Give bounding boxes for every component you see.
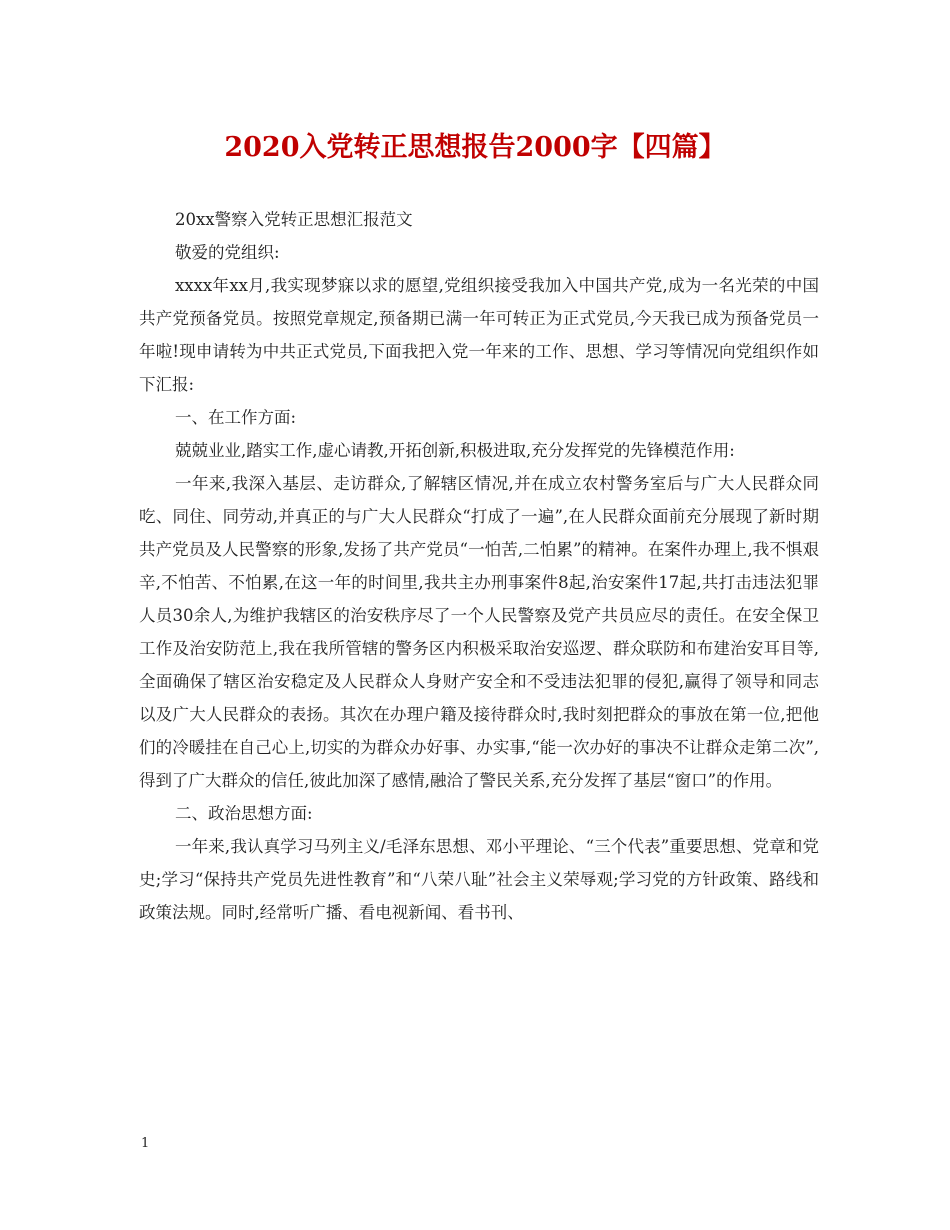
salutation-paragraph: 敬爱的党组织:	[175, 243, 280, 262]
intro-paragraph: xxxx年xx月,我实现梦寐以求的愿望,党组织接受我加入中国共产党,成为一名光荣的中国共产党预备党员。按照党章规定,预备期已满一年可转正为正式党员,今天我已成为预备党员一年啦!现申请转为中共正式党员,下面我把入党一年来的工作、思想、学习等情况向党组织作如下汇报:	[139, 276, 819, 394]
work-detail-paragraph: 一年来,我深入基层、走访群众,了解辖区情况,并在成立农村警务室后与广大人民群众同吃、同住、同劳动,并真正的与广大人民群众“打成了一遍”,在人民群众面前充分展现了新时期共产党员及人民警察的形象,发扬了共产党员“一怕苦,二怕累”的精神。在案件办理上,我不惧艰辛,不怕苦、不怕累,在这一年的时间里,我共主办刑事案件8起,治安案件17起,共打击违法犯罪人员30余人,为维护我辖区的治安秩序尽了一个人民警察及党产共员应尽的责任。在安全保卫工作及治安防范上,我在我所管辖的警务区内积极采取治安巡逻、群众联防和布建治安耳目等,全面确保了辖区治安稳定及人民群众人身财产安全和不受违法犯罪的侵犯,赢得了领导和同志以及广大人民群众的表扬。其次在办理户籍及接待群众时,我时刻把群众的事放在第一位,把他们的冷暖挂在自己心上,切实的为群众办好事、办实事,“能一次办好的事决不让群众走第二次”,得到了广大群众的信任,彼此加深了感情,融洽了警民关系,充分发挥了基层“窗口”的作用。	[139, 474, 819, 790]
politics-detail-paragraph: 一年来,我认真学习马列主义/毛泽东思想、邓小平理论、“三个代表”重要思想、党章和党史;学习“保持共产党员先进性教育”和“八荣八耻”社会主义荣辱观;学习党的方针政策、路线和政策法规。同时,经常听广播、看电视新闻、看书刊、	[139, 837, 819, 922]
page-number: 1	[141, 1136, 150, 1151]
section-heading-work: 一、在工作方面:	[175, 408, 297, 427]
subtitle-paragraph: 20xx警察入党转正思想汇报范文	[175, 210, 413, 229]
document-title: 2020入党转正思想报告2000字【四篇】	[224, 132, 726, 163]
document-body	[139, 203, 819, 929]
work-summary-paragraph: 兢兢业业,踏实工作,虚心请教,开拓创新,积极进取,充分发挥党的先锋模范作用:	[175, 441, 735, 460]
section-heading-politics: 二、政治思想方面:	[175, 804, 313, 823]
